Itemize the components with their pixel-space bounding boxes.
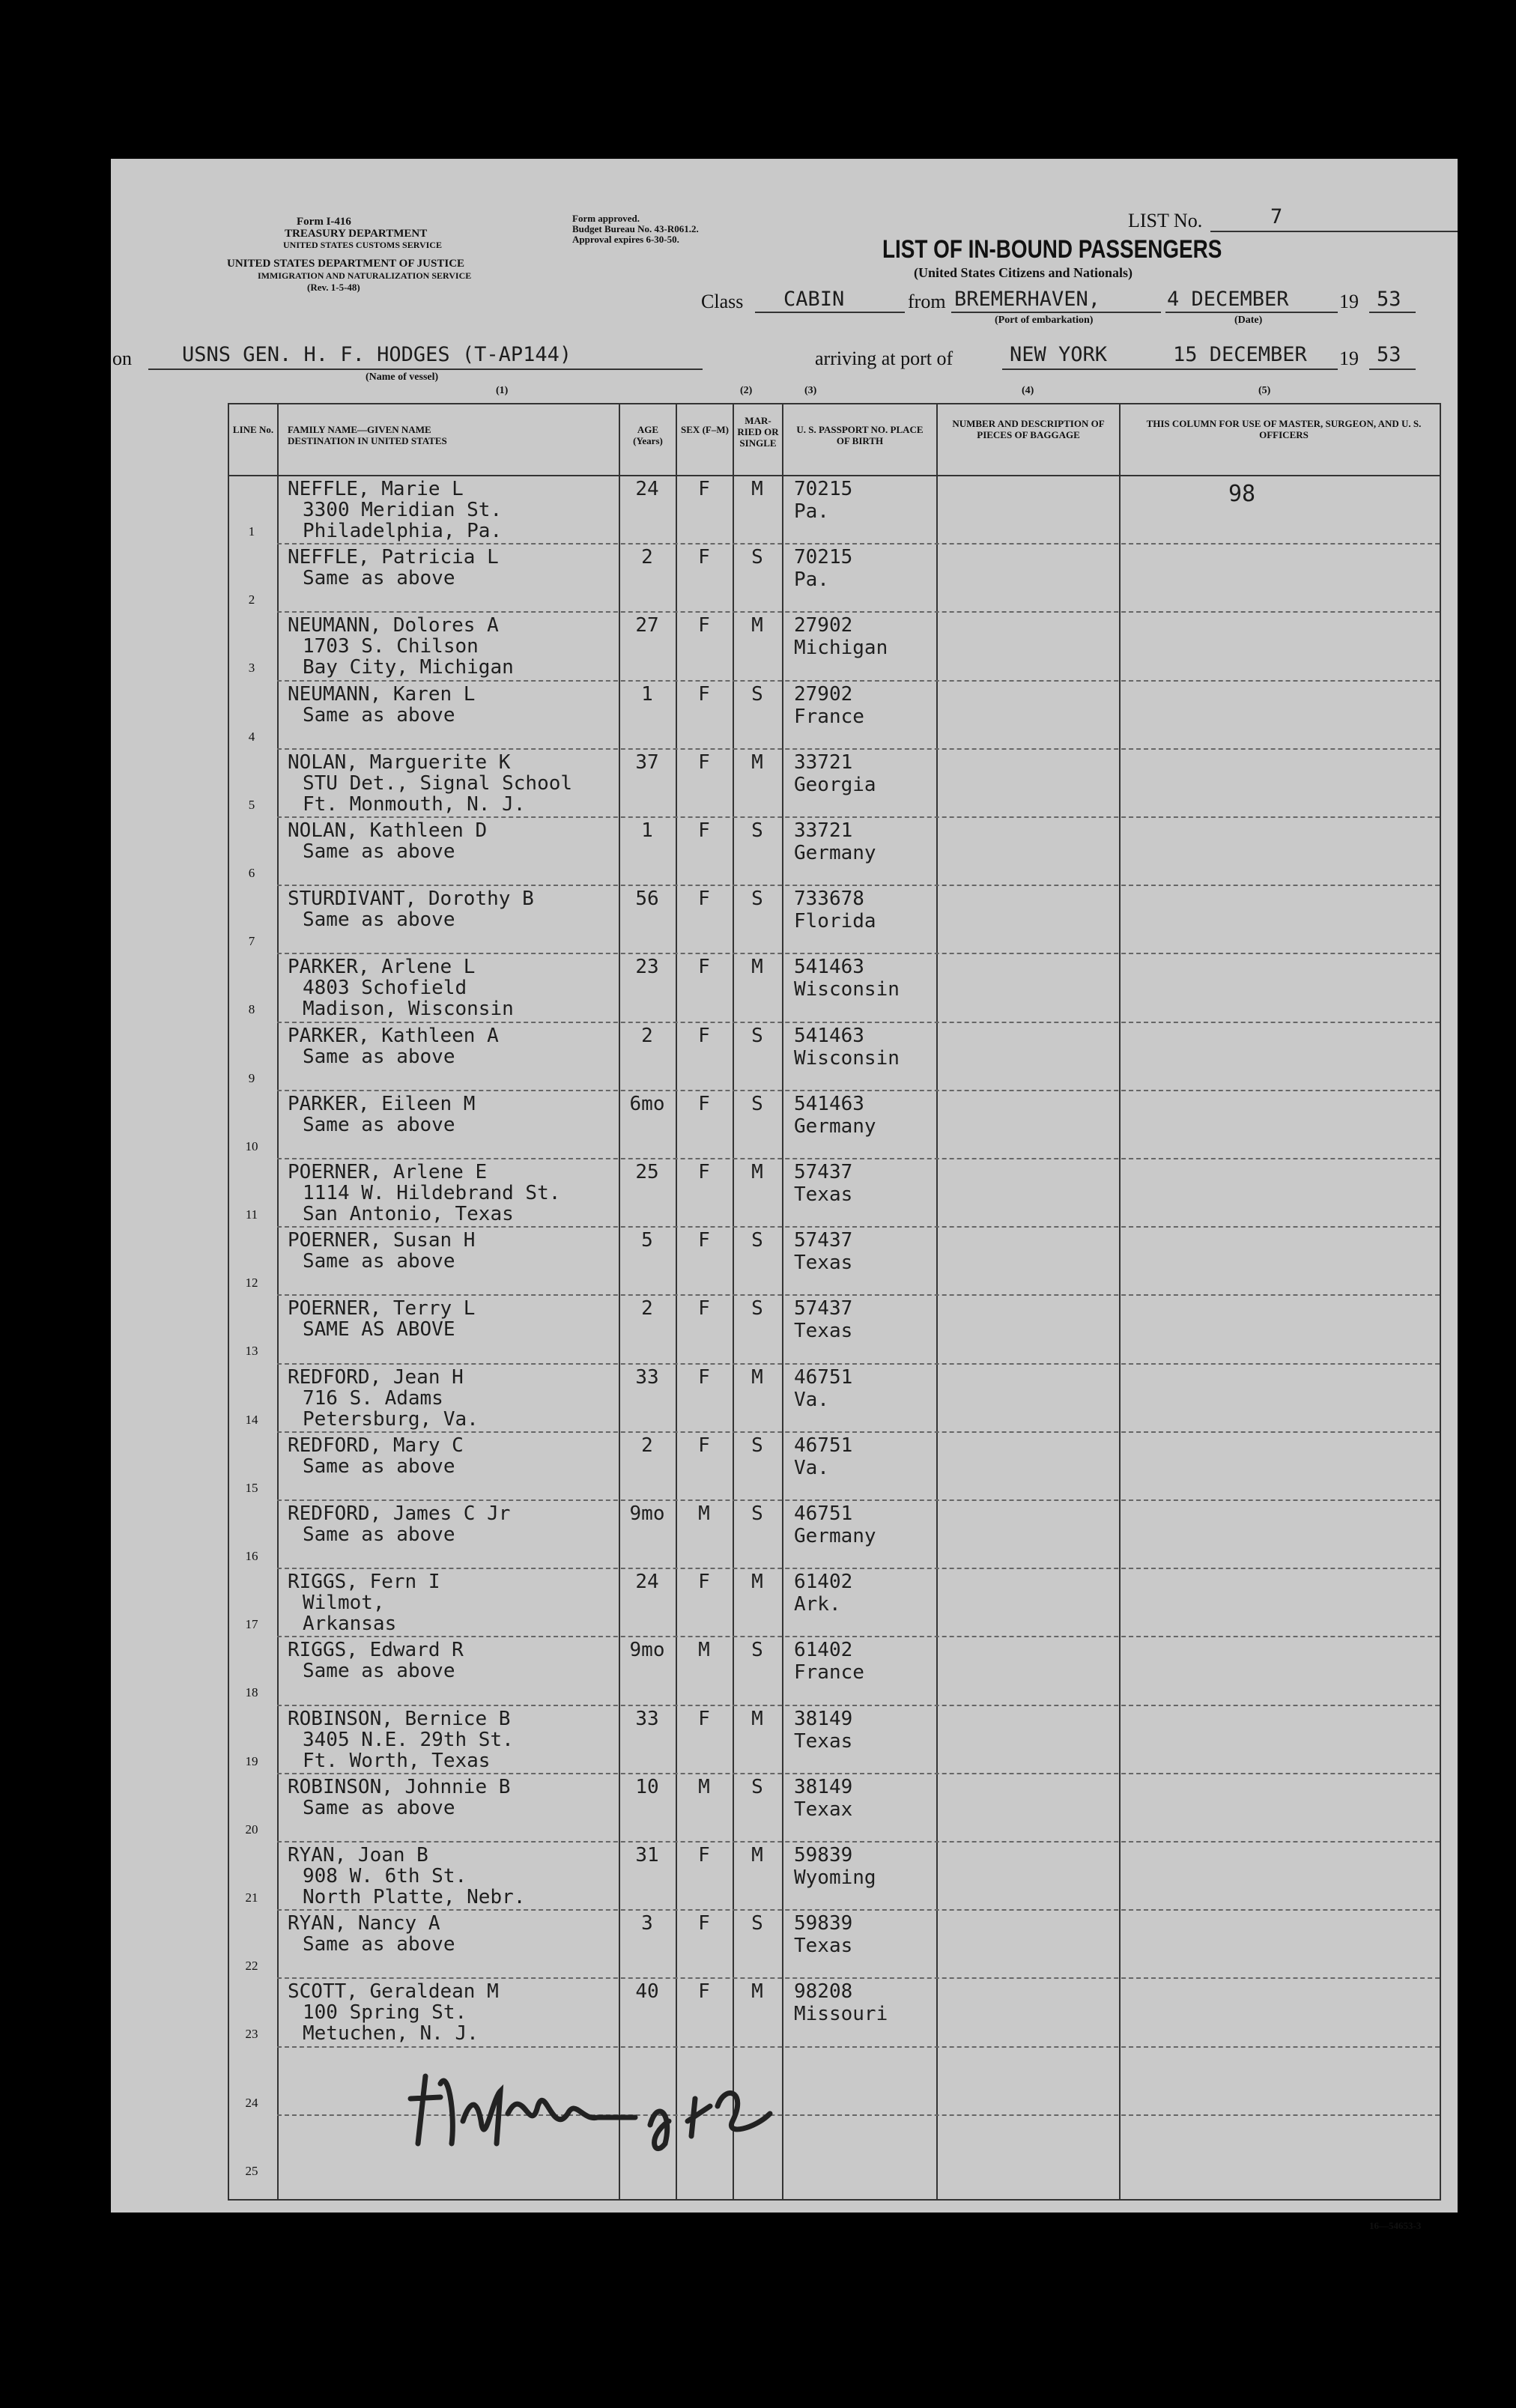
place-of-birth: Ark. xyxy=(794,1593,841,1616)
port-arrive-line xyxy=(1002,369,1189,370)
passenger-address: Bay City, Michigan xyxy=(303,656,514,679)
place-of-birth: Michigan xyxy=(794,637,888,660)
passenger-age: 2 xyxy=(641,1434,653,1457)
line-number: 14 xyxy=(245,1412,258,1427)
line-number: 10 xyxy=(245,1138,258,1153)
place-of-birth: Germany xyxy=(794,1525,876,1547)
date-embark-line xyxy=(1165,312,1338,313)
passenger-name: ROBINSON, Johnnie B xyxy=(288,1775,511,1798)
passenger-marital-status: M xyxy=(751,956,763,979)
passenger-age: 56 xyxy=(635,888,659,911)
line-number: 22 xyxy=(245,1959,258,1974)
passenger-address: Same as above xyxy=(303,1113,455,1136)
port-arrive-value: NEW YORK xyxy=(1010,343,1108,366)
place-of-birth: France xyxy=(794,705,864,728)
approval-2: Budget Bureau No. 43-R061.2. xyxy=(572,223,699,234)
passenger-address: 908 W. 6th St. xyxy=(303,1865,467,1887)
passenger-address: Philadelphia, Pa. xyxy=(303,520,503,542)
passenger-sex: F xyxy=(698,614,710,637)
passenger-age: 1 xyxy=(641,682,653,706)
passenger-address: Same as above xyxy=(303,1045,455,1068)
year-line-2 xyxy=(1369,369,1416,370)
place-of-birth: Georgia xyxy=(794,773,876,796)
passenger-address: Same as above xyxy=(303,703,455,727)
passenger-name: STURDIVANT, Dorothy B xyxy=(288,888,534,911)
passenger-sex: F xyxy=(698,478,710,500)
passport-number: 46751 xyxy=(794,1434,853,1457)
place-of-birth: Wyoming xyxy=(794,1866,876,1889)
passenger-age: 9mo xyxy=(629,1639,665,1662)
row-separator xyxy=(277,953,1440,954)
passenger-rows xyxy=(228,403,1441,2201)
passenger-name: NOLAN, Kathleen D xyxy=(288,819,488,842)
passport-number: 57437 xyxy=(794,1229,853,1252)
passenger-name: POERNER, Susan H xyxy=(288,1229,476,1252)
line-number: 16 xyxy=(245,1549,258,1563)
passenger-marital-status: S xyxy=(751,1775,763,1798)
passenger-marital-status: S xyxy=(751,682,763,706)
passenger-marital-status: S xyxy=(751,1502,763,1525)
line-number: 15 xyxy=(245,1480,258,1495)
form-subtitle: (United States Citizens and Nationals) xyxy=(914,265,1133,280)
line-number: 4 xyxy=(248,729,255,744)
row-separator xyxy=(277,1636,1440,1637)
vessel-line xyxy=(148,369,703,370)
passenger-sex: F xyxy=(698,1571,710,1594)
passenger-marital-status: S xyxy=(751,1297,763,1320)
passenger-sex: F xyxy=(698,1365,710,1389)
header-name: FAMILY NAME—GIVEN NAME DESTINATION IN UNITED STATES xyxy=(288,424,447,446)
port-embark-line xyxy=(951,312,1161,313)
row-separator xyxy=(277,1705,1440,1706)
passenger-sex: F xyxy=(698,1912,710,1935)
passenger-age: 3 xyxy=(641,1912,653,1935)
vessel-value: USNS GEN. H. F. HODGES (T-AP144) xyxy=(182,343,572,366)
passport-number: 38149 xyxy=(794,1775,853,1798)
passport-number: 541463 xyxy=(794,1092,864,1115)
passenger-marital-status: M xyxy=(751,1161,763,1183)
passenger-age: 9mo xyxy=(629,1502,665,1525)
place-of-birth: Texas xyxy=(794,1183,853,1206)
passenger-age: 23 xyxy=(635,956,659,979)
line-number: 13 xyxy=(245,1344,258,1359)
passenger-age: 33 xyxy=(635,1707,659,1730)
passenger-name: NOLAN, Marguerite K xyxy=(288,750,511,774)
passenger-sex: F xyxy=(698,750,710,774)
passenger-sex: M xyxy=(698,1502,710,1525)
vessel-caption: (Name of vessel) xyxy=(366,371,439,383)
passenger-marital-status: S xyxy=(751,1024,763,1047)
passenger-age: 33 xyxy=(635,1365,659,1389)
passenger-age: 37 xyxy=(635,750,659,774)
passenger-age: 40 xyxy=(635,1980,659,2004)
passenger-name: RIGGS, Fern I xyxy=(288,1571,440,1594)
col-num-4: (4) xyxy=(1022,385,1034,396)
passenger-sex: M xyxy=(698,1639,710,1662)
row-separator xyxy=(277,1363,1440,1365)
place-of-birth: Texas xyxy=(794,1729,853,1753)
passenger-address: Petersburg, Va. xyxy=(303,1407,479,1431)
passenger-name: REDFORD, Jean H xyxy=(288,1365,464,1389)
place-of-birth: Va. xyxy=(794,1456,829,1479)
passenger-address: Same as above xyxy=(303,1250,455,1273)
passport-number: 541463 xyxy=(794,956,864,979)
list-no-value: 7 xyxy=(1270,205,1283,228)
passport-number: 70215 xyxy=(794,546,853,569)
passport-number: 38149 xyxy=(794,1707,853,1730)
header-age: AGE (Years) xyxy=(633,424,663,446)
form-number: Form I-416 xyxy=(297,216,351,228)
passenger-marital-status: S xyxy=(751,1434,763,1457)
officer-signature xyxy=(395,2054,845,2166)
date-arrive-line xyxy=(1162,369,1338,370)
passenger-age: 25 xyxy=(635,1161,659,1183)
year-line xyxy=(1369,312,1416,313)
passenger-marital-status: S xyxy=(751,1912,763,1935)
port-embark-caption: (Port of embarkation) xyxy=(995,315,1094,326)
passenger-name: SCOTT, Geraldean M xyxy=(288,1980,499,2004)
line-number: 25 xyxy=(245,2163,258,2178)
passenger-age: 2 xyxy=(641,546,653,569)
passenger-address: Metuchen, N. J. xyxy=(303,2022,479,2045)
line-number: 3 xyxy=(248,661,255,676)
date-arrive-value: 15 DECEMBER xyxy=(1173,343,1307,366)
passenger-name: REDFORD, James C Jr xyxy=(288,1502,511,1525)
place-of-birth: Pa. xyxy=(794,500,829,523)
place-of-birth: Texas xyxy=(794,1935,853,1958)
passport-number: 57437 xyxy=(794,1297,853,1320)
place-of-birth: France xyxy=(794,1661,864,1684)
passport-number: 27902 xyxy=(794,682,853,706)
line-number: 20 xyxy=(245,1822,258,1837)
class-value: CABIN xyxy=(783,288,845,311)
passport-number: 57437 xyxy=(794,1161,853,1183)
passenger-address: Same as above xyxy=(303,840,455,863)
place-of-birth: Germany xyxy=(794,842,876,864)
list-no-line xyxy=(1210,231,1458,232)
passenger-sex: F xyxy=(698,1229,710,1252)
passenger-name: NEUMANN, Karen L xyxy=(288,682,476,706)
passenger-address: Same as above xyxy=(303,1933,455,1956)
passenger-name: POERNER, Terry L xyxy=(288,1297,476,1320)
line-number: 24 xyxy=(245,2095,258,2110)
passenger-sex: M xyxy=(698,1775,710,1798)
passport-number: 98208 xyxy=(794,1980,853,2004)
passenger-sex: F xyxy=(698,1092,710,1115)
passenger-address: Ft. Monmouth, N. J. xyxy=(303,792,526,816)
passenger-age: 10 xyxy=(635,1775,659,1798)
passenger-address: 1703 S. Chilson xyxy=(303,635,479,658)
place-of-birth: Wisconsin xyxy=(794,1046,900,1070)
passport-number: 27902 xyxy=(794,614,853,637)
row-separator xyxy=(277,611,1440,613)
place-of-birth: Texas xyxy=(794,1252,853,1275)
passenger-name: POERNER, Arlene E xyxy=(288,1161,488,1183)
passenger-address: Same as above xyxy=(303,1660,455,1683)
passenger-address: Same as above xyxy=(303,1796,455,1819)
row-separator xyxy=(277,1568,1440,1569)
passport-number: 46751 xyxy=(794,1502,853,1525)
passenger-marital-status: M xyxy=(751,1707,763,1730)
passenger-name: NEUMANN, Dolores A xyxy=(288,614,499,637)
row-separator xyxy=(277,748,1440,750)
row-separator xyxy=(277,1294,1440,1296)
line-number: 11 xyxy=(245,1207,258,1222)
passenger-age: 2 xyxy=(641,1024,653,1047)
place-of-birth: Texas xyxy=(794,1320,853,1343)
form-title: LIST OF IN-BOUND PASSENGERS xyxy=(882,235,1222,264)
justice-dept: UNITED STATES DEPARTMENT OF JUSTICE xyxy=(227,258,465,270)
customs-service: UNITED STATES CUSTOMS SERVICE xyxy=(283,240,442,250)
passenger-sex: F xyxy=(698,546,710,569)
passenger-sex: F xyxy=(698,1297,710,1320)
row-separator xyxy=(277,1431,1440,1433)
approval-1: Form approved. xyxy=(572,213,640,224)
row-separator xyxy=(277,1499,1440,1501)
passport-number: 59839 xyxy=(794,1912,853,1935)
col-num-1: (1) xyxy=(496,385,509,396)
header-passport: U. S. PASSPORT NO. PLACE OF BIRTH xyxy=(796,424,924,446)
year-arrive-value: 53 xyxy=(1377,343,1401,366)
passenger-name: PARKER, Eileen M xyxy=(288,1092,476,1115)
passenger-age: 27 xyxy=(635,614,659,637)
passenger-address: 100 Spring St. xyxy=(303,2001,467,2025)
passport-number: 33721 xyxy=(794,750,853,774)
passenger-marital-status: S xyxy=(751,1639,763,1662)
line-number: 23 xyxy=(245,2027,258,2042)
passport-number: 59839 xyxy=(794,1844,853,1866)
passenger-sex: F xyxy=(698,1161,710,1183)
row-separator xyxy=(277,1977,1440,1979)
line-number: 18 xyxy=(245,1685,258,1700)
line-number: 9 xyxy=(248,1070,255,1085)
place-of-birth: Germany xyxy=(794,1114,876,1138)
passenger-name: NEFFLE, Patricia L xyxy=(288,546,499,569)
passenger-sex: F xyxy=(698,1434,710,1457)
passenger-address: San Antonio, Texas xyxy=(303,1203,514,1225)
row-separator xyxy=(277,816,1440,818)
port-embark-value: BREMERHAVEN, xyxy=(954,288,1101,311)
passport-number: 61402 xyxy=(794,1639,853,1662)
row-separator xyxy=(277,1909,1440,1911)
line-number: 6 xyxy=(248,866,255,880)
treasury-dept: TREASURY DEPARTMENT xyxy=(285,228,428,240)
passenger-address: Same as above xyxy=(303,567,455,590)
passport-number: 61402 xyxy=(794,1571,853,1594)
passenger-sex: F xyxy=(698,1844,710,1866)
place-of-birth: Pa. xyxy=(794,568,829,592)
row-separator xyxy=(277,1090,1440,1091)
passenger-age: 6mo xyxy=(629,1092,665,1115)
passport-number: 33721 xyxy=(794,819,853,842)
row-separator xyxy=(277,2046,1440,2048)
passenger-sex: F xyxy=(698,1024,710,1047)
passenger-marital-status: M xyxy=(751,1980,763,2004)
header-line-no: LINE No. xyxy=(232,424,274,435)
passenger-address: SAME AS ABOVE xyxy=(303,1318,455,1341)
col-num-5: (5) xyxy=(1258,385,1271,396)
passenger-marital-status: S xyxy=(751,888,763,911)
row-separator xyxy=(277,1841,1440,1843)
list-no-label: LIST No. xyxy=(1128,210,1203,231)
passenger-name: REDFORD, Mary C xyxy=(288,1434,464,1457)
manifest-table xyxy=(228,403,1441,2201)
passenger-address: 3405 N.E. 29th St. xyxy=(303,1728,514,1751)
line-number: 2 xyxy=(248,592,255,607)
header-baggage: NUMBER AND DESCRIPTION OF PIECES OF BAGGAGE xyxy=(952,418,1105,440)
passenger-marital-status: S xyxy=(751,1092,763,1115)
passenger-name: PARKER, Arlene L xyxy=(288,956,476,979)
passenger-marital-status: M xyxy=(751,478,763,500)
row-separator xyxy=(277,543,1440,545)
line-number: 5 xyxy=(248,797,255,812)
ins-service: IMMIGRATION AND NATURALIZATION SERVICE xyxy=(258,270,472,281)
baggage-mark: 98 xyxy=(1228,481,1256,507)
passenger-age: 24 xyxy=(635,1571,659,1594)
header-officers: THIS COLUMN FOR USE OF MASTER, SURGEON, AND U. S. OFFICERS xyxy=(1146,418,1422,440)
passenger-address: Wilmot, xyxy=(303,1592,385,1615)
passenger-address: 1114 W. Hildebrand St. xyxy=(303,1182,561,1204)
date-caption: (Date) xyxy=(1234,315,1263,326)
header-married: MAR-RIED OR SINGLE xyxy=(737,415,779,449)
line-number: 8 xyxy=(248,1002,255,1017)
class-line xyxy=(755,312,905,313)
row-separator xyxy=(277,1226,1440,1228)
passport-number: 541463 xyxy=(794,1024,864,1047)
passenger-sex: F xyxy=(698,888,710,911)
passenger-sex: F xyxy=(698,682,710,706)
passenger-name: NEFFLE, Marie L xyxy=(288,478,464,500)
passenger-address: Same as above xyxy=(303,1455,455,1478)
place-of-birth: Texax xyxy=(794,1798,853,1821)
passenger-sex: F xyxy=(698,956,710,979)
line-number: 1 xyxy=(248,524,255,539)
passenger-marital-status: M xyxy=(751,750,763,774)
passenger-marital-status: S xyxy=(751,1229,763,1252)
passenger-name: RYAN, Joan B xyxy=(288,1844,428,1866)
passenger-address: Madison, Wisconsin xyxy=(303,998,514,1021)
revision: (Rev. 1-5-48) xyxy=(307,282,360,293)
date-embark-value: 4 DECEMBER xyxy=(1167,288,1289,311)
passport-number: 70215 xyxy=(794,478,853,500)
passenger-name: ROBINSON, Bernice B xyxy=(288,1707,511,1730)
col-num-2: (2) xyxy=(740,385,753,396)
passenger-sex: F xyxy=(698,1707,710,1730)
passenger-age: 24 xyxy=(635,478,659,500)
line-number: 21 xyxy=(245,1890,258,1905)
passenger-name: RYAN, Nancy A xyxy=(288,1912,440,1935)
passenger-name: RIGGS, Edward R xyxy=(288,1639,464,1662)
passenger-address: 3300 Meridian St. xyxy=(303,499,503,521)
passenger-age: 31 xyxy=(635,1844,659,1866)
passenger-name: PARKER, Kathleen A xyxy=(288,1024,499,1047)
passenger-address: North Platte, Nebr. xyxy=(303,1886,526,1908)
passenger-marital-status: S xyxy=(751,546,763,569)
row-separator xyxy=(277,1158,1440,1159)
passport-number: 46751 xyxy=(794,1365,853,1389)
from-label: from xyxy=(908,291,946,312)
passport-number: 733678 xyxy=(794,888,864,911)
passenger-sex: F xyxy=(698,1980,710,2004)
passenger-address: STU Det., Signal School xyxy=(303,771,573,795)
col-num-3: (3) xyxy=(804,385,817,396)
passenger-age: 2 xyxy=(641,1297,653,1320)
place-of-birth: Wisconsin xyxy=(794,978,900,1001)
year-prefix: 19 xyxy=(1339,291,1359,312)
line-number: 19 xyxy=(245,1753,258,1768)
passenger-address: 716 S. Adams xyxy=(303,1386,443,1410)
row-separator xyxy=(277,885,1440,886)
passenger-address: Ft. Worth, Texas xyxy=(303,1749,491,1772)
line-number: 12 xyxy=(245,1276,258,1291)
passenger-marital-status: M xyxy=(751,614,763,637)
on-label: on xyxy=(112,348,132,369)
row-separator xyxy=(277,680,1440,682)
place-of-birth: Va. xyxy=(794,1388,829,1411)
arriving-label: arriving at port of xyxy=(815,348,953,369)
place-of-birth: Missouri xyxy=(794,2003,888,2026)
passenger-address: Same as above xyxy=(303,1523,455,1546)
passenger-address: 4803 Schofield xyxy=(303,977,467,1000)
passenger-marital-status: M xyxy=(751,1365,763,1389)
class-label: Class xyxy=(701,291,744,312)
header-sex: SEX (F–M) xyxy=(681,424,729,435)
place-of-birth: Florida xyxy=(794,910,876,933)
year-prefix-2: 19 xyxy=(1339,348,1359,369)
passenger-address: Same as above xyxy=(303,909,455,932)
passenger-marital-status: M xyxy=(751,1571,763,1594)
approval-3: Approval expires 6-30-50. xyxy=(572,234,679,245)
passenger-address: Arkansas xyxy=(303,1613,397,1636)
year-embark-value: 53 xyxy=(1377,288,1401,311)
passenger-marital-status: S xyxy=(751,819,763,842)
printer-code: 16—54653-3 xyxy=(1369,2220,1422,2231)
passenger-age: 1 xyxy=(641,819,653,842)
passenger-age: 5 xyxy=(641,1229,653,1252)
passenger-sex: F xyxy=(698,819,710,842)
row-separator xyxy=(277,1773,1440,1774)
passenger-marital-status: M xyxy=(751,1844,763,1866)
line-number: 7 xyxy=(248,934,255,949)
row-separator xyxy=(277,1022,1440,1023)
passenger-manifest-page xyxy=(111,159,1458,2231)
line-number: 17 xyxy=(245,1617,258,1632)
